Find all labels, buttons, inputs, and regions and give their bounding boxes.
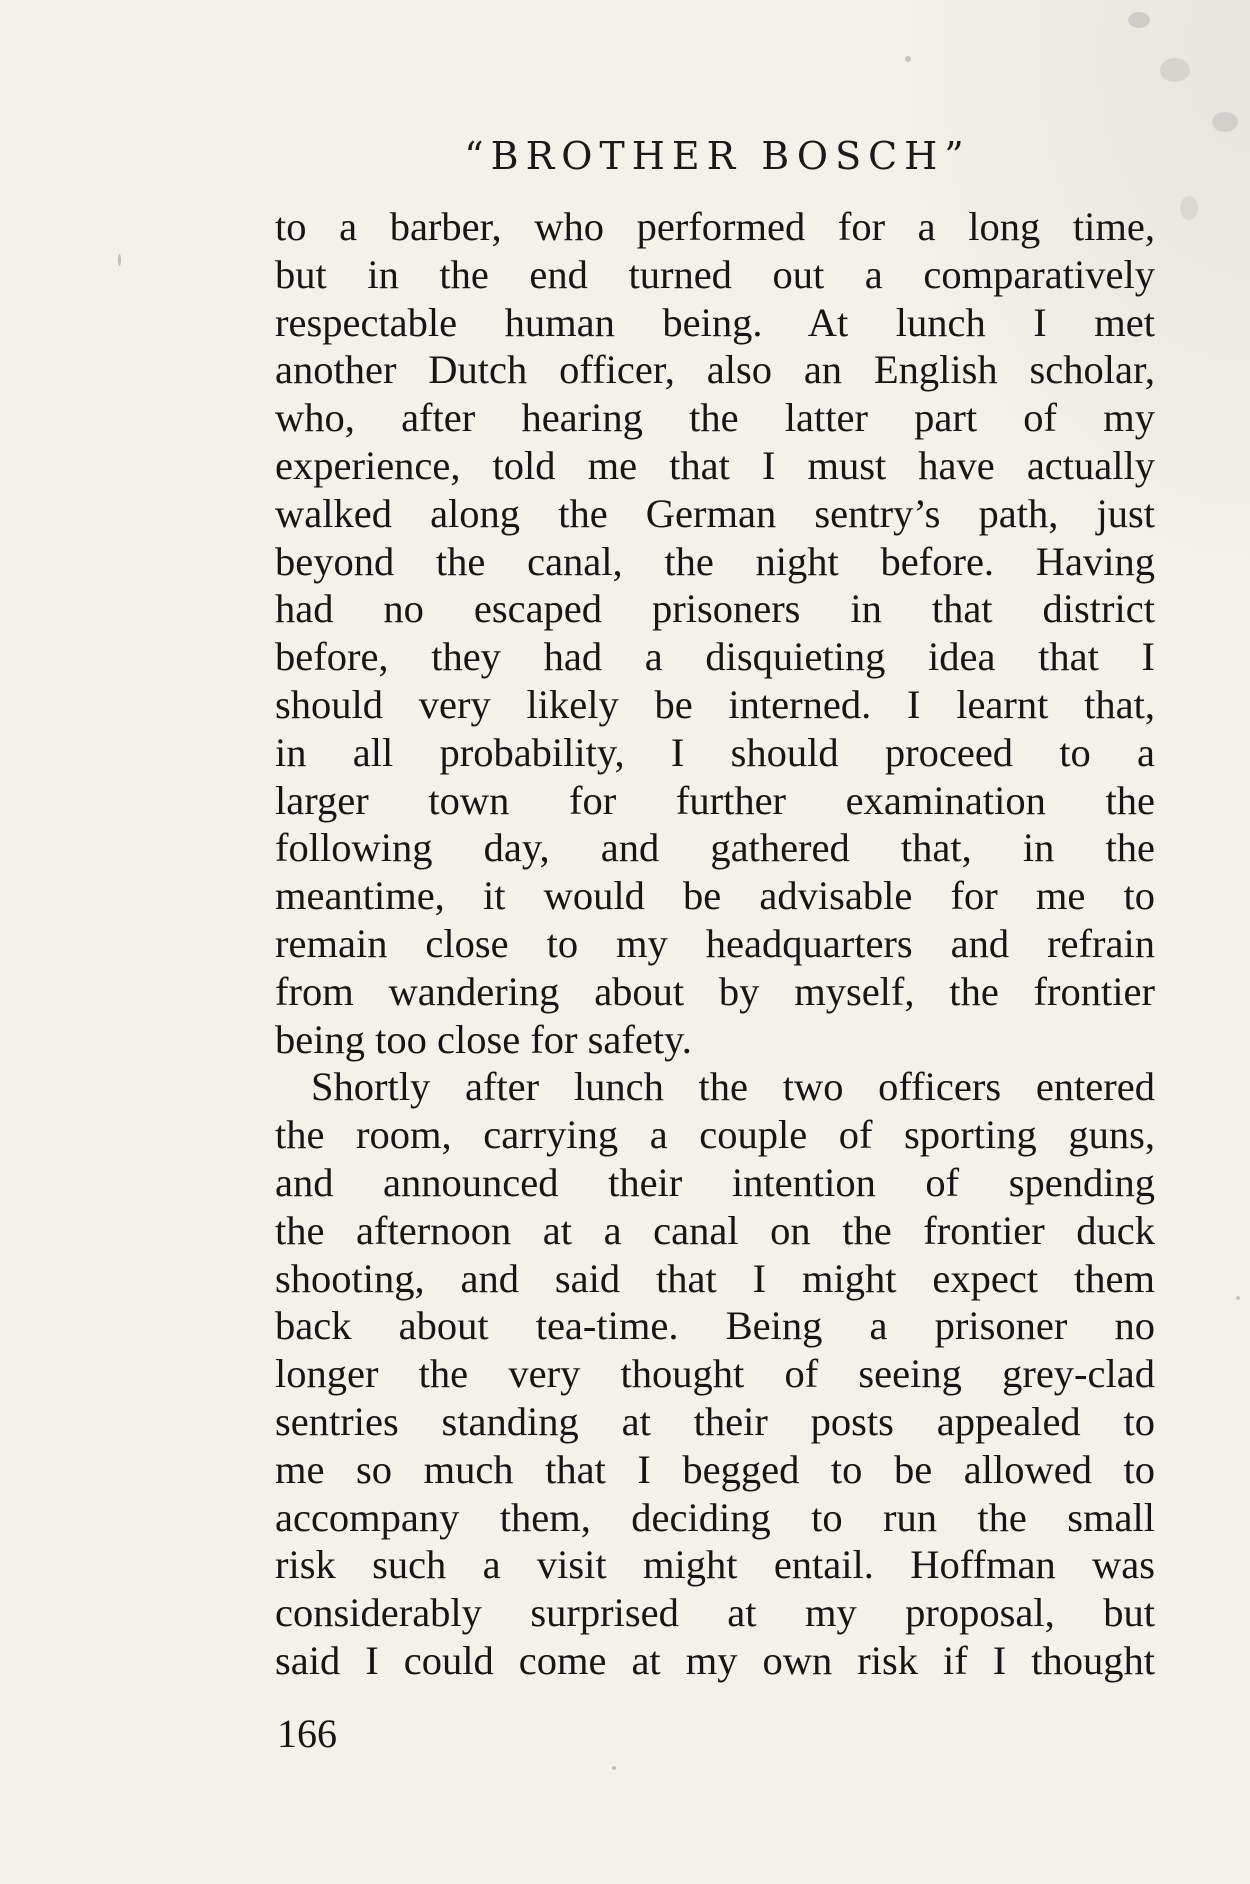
scan-speckle (612, 1766, 616, 1770)
text-line: meantime, it would be advisable for me to (275, 873, 1155, 919)
text-line: should very likely be interned. I learnt that, (275, 681, 1155, 727)
scan-speckle (905, 56, 911, 62)
scan-speckle (1128, 12, 1150, 28)
text-line: me so much that I begged to be allowed to (275, 1446, 1155, 1492)
text-line: but in the end turned out a comparatively (275, 251, 1155, 297)
scan-speckle (1212, 112, 1238, 132)
text-line: from wandering about by myself, the frontier (275, 968, 1155, 1014)
text-line: experience, told me that I must have actually (275, 442, 1155, 488)
text-line: being too close for safety. (275, 1016, 692, 1062)
text-line: walked along the German sentry’s path, just (275, 490, 1155, 536)
text-line: longer the very thought of seeing grey-clad (275, 1351, 1155, 1397)
scan-speckle (1160, 58, 1190, 82)
text-line: the afternoon at a canal on the frontier duck (275, 1207, 1155, 1253)
text-line: larger town for further examination the (275, 777, 1155, 823)
text-line: and announced their intention of spending (275, 1159, 1155, 1205)
text-line: Shortly after lunch the two officers entered (311, 1064, 1155, 1110)
text-line: back about tea-time. Being a prisoner no (275, 1303, 1155, 1349)
text-line: said I could come at my own risk if I thought (275, 1637, 1155, 1683)
paragraph-2 (275, 1063, 1155, 1684)
scan-speckle (1180, 196, 1198, 220)
text-line: sentries standing at their posts appealed to (275, 1398, 1155, 1444)
text-line: considerably surprised at my proposal, but (275, 1590, 1155, 1636)
text-line: remain close to my headquarters and refrain (275, 920, 1155, 966)
text-line: respectable human being. At lunch I met (275, 299, 1155, 345)
running-head: “BROTHER BOSCH” (464, 134, 971, 178)
text-line: the room, carrying a couple of sporting guns, (275, 1112, 1155, 1158)
text-line: had no escaped prisoners in that district (275, 586, 1155, 632)
text-line: accompany them, deciding to run the small (275, 1494, 1155, 1540)
text-line: beyond the canal, the night before. Having (275, 538, 1155, 584)
text-line: risk such a visit might entail. Hoffman was (275, 1542, 1155, 1588)
text-line: shooting, and said that I might expect them (275, 1255, 1155, 1301)
text-line: another Dutch officer, also an English scholar, (275, 347, 1155, 393)
body-text (275, 203, 1155, 1685)
paragraph-1 (275, 203, 1155, 1063)
scan-speckle (1236, 1296, 1240, 1300)
scan-speckle (118, 254, 121, 266)
text-line: before, they had a disquieting idea that I (275, 634, 1155, 680)
text-line: in all probability, I should proceed to a (275, 729, 1155, 775)
text-line: following day, and gathered that, in the (275, 825, 1155, 871)
text-line: to a barber, who performed for a long time, (275, 204, 1155, 249)
text-line: who, after hearing the latter part of my (275, 395, 1155, 441)
page-number: 166 (277, 1711, 337, 1756)
